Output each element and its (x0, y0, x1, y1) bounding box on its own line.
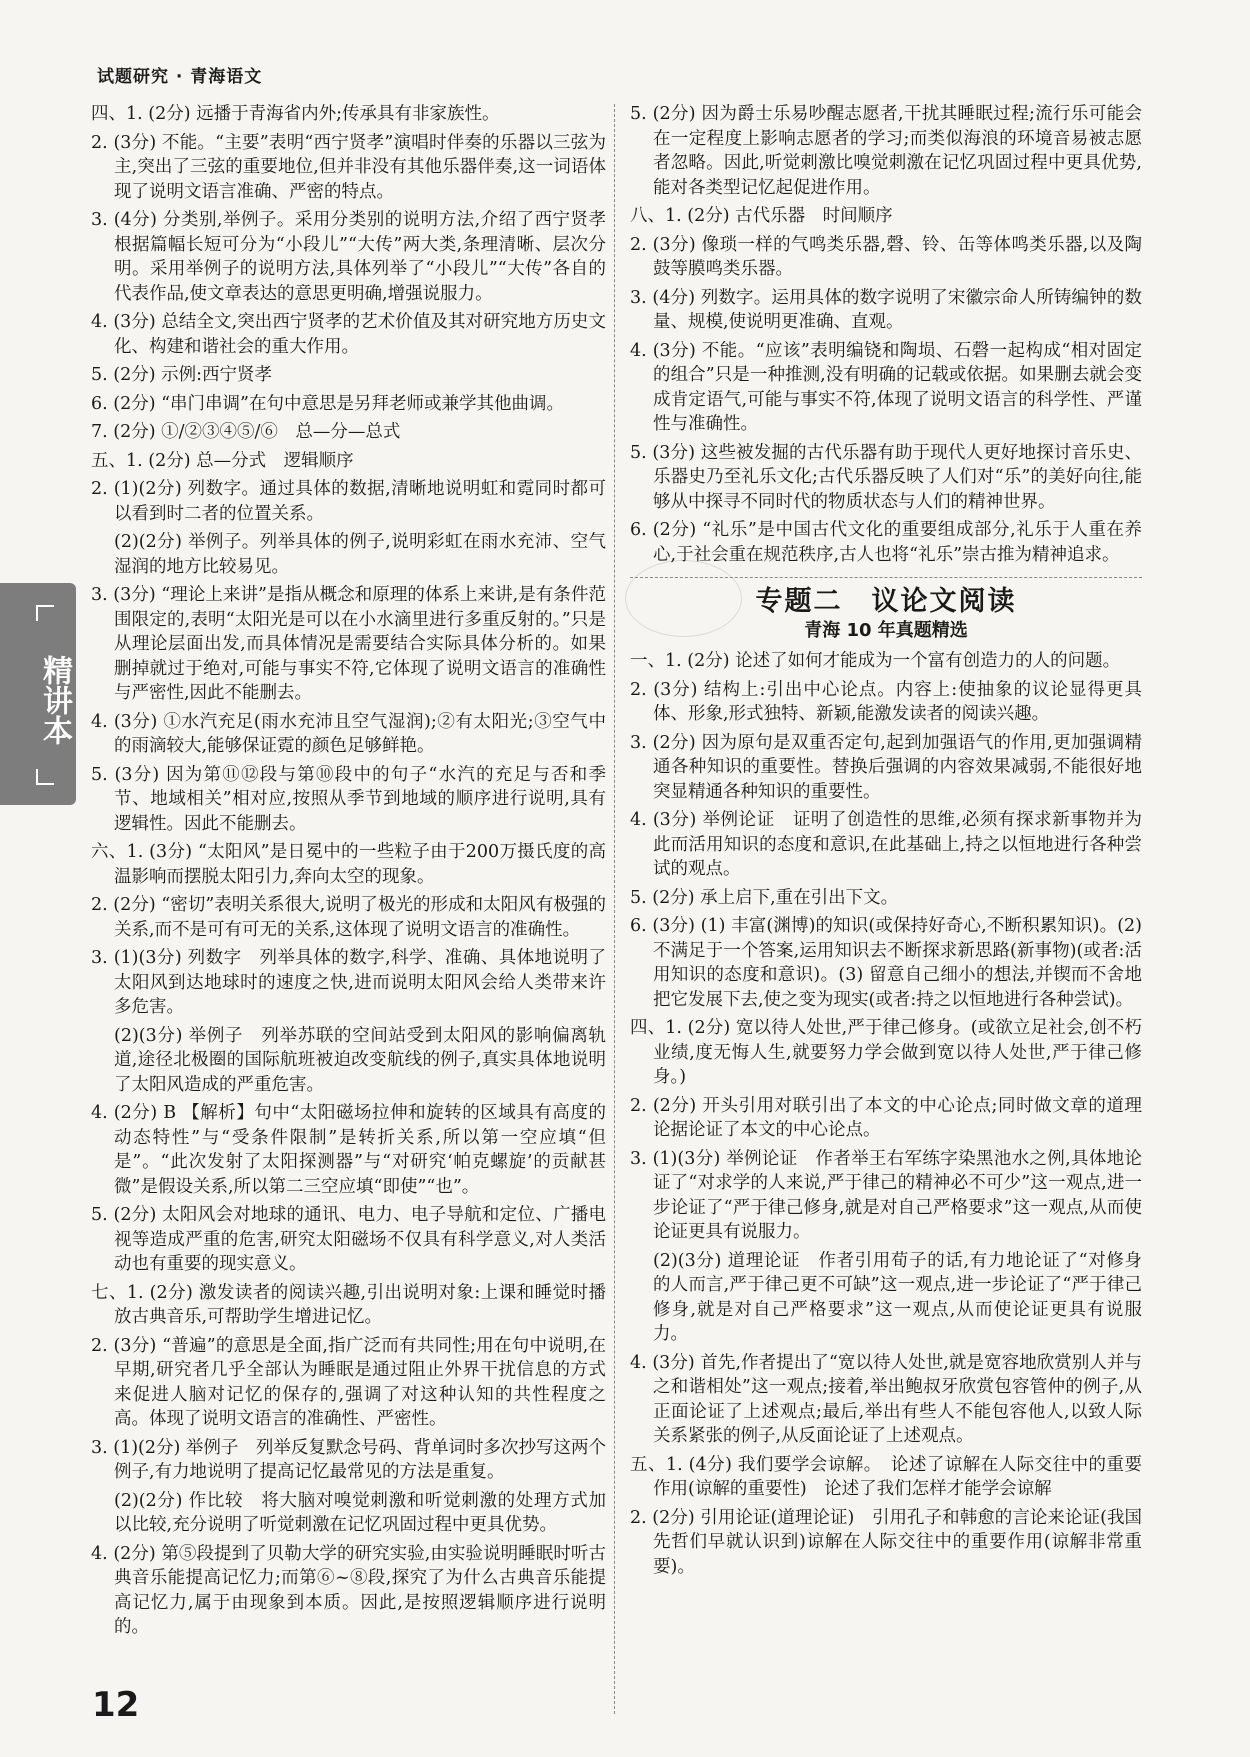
answer-item: 四、1. (2分) 宽以待人处世,严于律己修身。(或欲立足社会,创不朽业绩,度无悔人生,就要努力学会做到宽以待人处世,严于律己修身。) (630, 1018, 1142, 1087)
answer-item: 6. (2分) “礼乐”是中国古代文化的重要组成部分,礼乐于人重在养心,于社会重在规范秩序,古人也将“礼乐”崇古推为精神追求。 (630, 520, 1142, 565)
answer-item: 3. (2分) 因为原句是双重否定句,起到加强语气的作用,更加强调精通各种知识的重要性。替换后强调的内容效果减弱,不能很好地突显精通各种知识的重要性。 (630, 732, 1142, 802)
answer-item: 4. (3分) 首先,作者提出了“宽以待人处世,就是宽容地欣赏别人并与之和谐相处”这一观点;接着,举出鲍叔牙欣赏包容管仲的例子,从正面论证了上述观点;最后,举出有些人不能包容他人,以致人际关系紧张的例子,从反面论证了上述观点。 (630, 1352, 1142, 1446)
answer-item: 3. (1)(3分) 举例论证 作者举王右军练字染黑池水之例,具体地论证了“对求学的人来说,严于律己的精神必不可少”这一观点,进一步论证了“严于律己修身,就是对自己严格要求”这一观点,从而使论证更具有说服力。 (630, 1148, 1142, 1242)
section-divider (630, 577, 1142, 578)
answer-item: 2. (3分) 结构上:引出中心论点。内容上:使抽象的议论显得更具体、形象,形式独特、新颖,能激发读者的阅读兴趣。 (630, 679, 1142, 724)
section-subtitle: 青海 10 年真题精选 (804, 619, 968, 641)
answer-item: 2. (3分) “普遍”的意思是全面,指广泛而有共同性;用在句中说明,在早期,研究者几乎全部认为睡眠是通过阻止外界干扰信息的方式来促进人脑对记忆的保存的,强调了对这种认知的共性程度之高。体现了说明文语言的准确性、严密性。 (91, 1335, 606, 1429)
answer-item: 4. (3分) 总结全文,突出西宁贤孝的艺术价值及其对研究地方历史文化、构建和谐社会的重大作用。 (91, 312, 606, 357)
right-column (630, 102, 1142, 1583)
answer-item: 4. (2分) B 【解析】句中“太阳磁场拉伸和旋转的区域具有高度的动态特性”与“受条件限制”是转折关系,所以第一空应填“但是”。“此次发射了太阳探测器”与“对研究‘帕克螺旋’的贡献甚微”是假设关系,所以第二三空应填“即使”“也”。 (91, 1103, 606, 1197)
answer-item: 2. (3分) 不能。“主要”表明“西宁贤孝”演唱时伴奏的乐器以三弦为主,突出了三弦的重要地位,但并非没有其他乐器伴奏,这一词语体现了说明文语言准确、严密的特点。 (91, 132, 606, 202)
answer-item: 一、1. (2分) 论述了如何才能成为一个富有创造力的人的问题。 (630, 651, 1121, 671)
answer-item: 八、1. (2分) 古代乐器 时间顺序 (630, 206, 893, 226)
answer-item: 5. (3分) 这些被发掘的古代乐器有助于现代人更好地探讨音乐史、乐器史乃至礼乐文化;古代乐器反映了人们对“乐”的美好向往,能够从中探寻不同时代的物质状态与人们的精神世界。 (630, 442, 1142, 512)
section-title: 专题二 议论文阅读 (755, 586, 1017, 617)
answer-item: 3. (4分) 列数字。运用具体的数字说明了宋徽宗命人所铸编钟的数量、规模,使说明更准确、直观。 (630, 287, 1142, 332)
answer-item: 4. (2分) 第⑤段提到了贝勒大学的研究实验,由实验说明睡眠时听古典音乐能提高记忆力;而第⑥~⑧段,探究了为什么古典音乐能提高记忆力,属于由现象到本质。因此,是按照逻辑顺序进行说明的。 (91, 1543, 606, 1637)
answer-item: 六、1. (3分) “太阳风”是日冕中的一些粒子由于200万摄氏度的高温影响而摆脱太阳引力,奔向太空的现象。 (91, 842, 606, 887)
bracket-top (36, 605, 54, 621)
answer-item: 4. (3分) 不能。“应该”表明编铙和陶埙、石磬一起构成“相对固定的组合”只是一种推测,没有明确的记载或依据。如果删去就会变成肯定语气,可能与事实不符,体现了说明文语言的科学性、严谨性与准确性。 (630, 340, 1142, 434)
answer-subitem: (2)(2分) 作比较 将大脑对嗅觉刺激和听觉刺激的处理方式加以比较,充分说明了听觉刺激在记忆巩固过程中更具优势。 (114, 1490, 606, 1535)
answer-item: 4. (3分) 举例论证 证明了创造性的思维,必须有探求新事物并为此而活用知识的态度和意识,在此基础上,持之以恒地进行各种尝试的观点。 (630, 810, 1142, 879)
answer-subitem: (2)(3分) 举例子 列举苏联的空间站受到太阳风的影响偏离轨道,途径北极圈的国际航班被迫改变航线的例子,真实具体地说明了太阳风造成的严重危害。 (114, 1025, 606, 1095)
answer-item: 4. (3分) ①水汽充足(雨水充沛且空气湿润);②有太阳光;③空气中的雨滴较大,能够保证霓的颜色足够鲜艳。 (91, 711, 606, 756)
answer-subitem: (2)(2分) 举例子。列举具体的例子,说明彩虹在雨水充沛、空气湿润的地方比较易见。 (114, 532, 606, 577)
right-column-bottom (630, 649, 1142, 1579)
answer-item: 6. (3分) (1) 丰富(渊博)的知识(或保持好奇心,不断积累知识)。(2) 不满足于一个答案,运用知识去不断探求新思路(新事物)(或者:活用知识的态度和意识)。(3) 留意自己细小的想法,并锲而不舍地把它发展下去,使之变为现实(或者:持之以恒地进行各种尝试)。 (630, 916, 1142, 1010)
left-column (91, 102, 606, 1644)
answer-item: 5. (2分) 因为爵士乐易吵醒志愿者,干扰其睡眠过程;流行乐可能会在一定程度上影响志愿者的学习;而类似海浪的环境音易被志愿者忽略。因此,听觉刺激比嗅觉刺激在记忆巩固过程中更具优势,能对各类型记忆起促进作用。 (630, 104, 1142, 198)
answer-item: 6. (2分) “串门串调”在句中意思是另拜老师或兼学其他曲调。 (91, 393, 565, 414)
answer-subitem: (2)(3分) 道理论证 作者引用荀子的话,有力地论证了“对修身的人而言,严于律己更不可缺”这一观点,进一步论证了“严于律己修身,就是对自己严格要求”这一观点,从而使论证更具有说服力。 (653, 1250, 1142, 1344)
answer-item: 3. (4分) 分类别,举例子。采用分类别的说明方法,介绍了西宁贤孝根据篇幅长短可分为“小段儿”“大传”两大类,条理清晰、层次分明。采用举例子的说明方法,具体列举了“小段儿”“大传”各自的代表作品,使文章表达的意思更明确,增强说服力。 (91, 210, 606, 304)
answer-item: 四、1. (2分) 远播于青海省内外;传承具有非家族性。 (91, 104, 500, 124)
answer-item: 2. (2分) 引用论证(道理论证) 引用孔子和韩愈的言论来论证(我国先哲们早就认识到)谅解在人际交往中的重要作用(谅解非常重要)。 (630, 1507, 1142, 1577)
page-number: 12 (92, 1685, 140, 1725)
column-divider (614, 104, 615, 1714)
answer-item: 3. (1)(2分) 举例子 列举反复默念号码、背单词时多次抄写这两个例子,有力地说明了提高记忆最常见的方法是重复。 (91, 1437, 606, 1482)
answer-item: 七、1. (2分) 激发读者的阅读兴趣,引出说明对象:上课和睡觉时播放古典音乐,可帮助学生增进记忆。 (91, 1282, 606, 1327)
answer-item: 2. (3分) 像琐一样的气鸣类乐器,磬、铃、缶等体鸣类乐器,以及陶鼓等膜鸣类乐器。 (630, 234, 1142, 279)
right-column-top (630, 102, 1142, 567)
answer-item: 3. (3分) “理论上来讲”是指从概念和原理的体系上来讲,是有条件范围限定的,表明“太阳光是可以在小水滴里进行多重反射的。”只是从理论层面出发,而具体情况是需要结合实际具体分析的。如果删掉就过于绝对,可能与事实不符,它体现了说明文语言的准确性与严密性,因此不能删去。 (91, 585, 606, 703)
side-tab-label: 精讲本 (37, 655, 72, 745)
answer-item: 2. (2分) 开头引用对联引出了本文的中心论点;同时做文章的道理论据论证了本文的中心论点。 (630, 1095, 1142, 1140)
answer-item: 5. (2分) 承上启下,重在引出下文。 (630, 887, 899, 908)
answer-item: 5. (3分) 因为第⑪⑫段与第⑩段中的句子“水汽的充足与否和季节、地域相关”相对应,按照从季节到地域的顺序进行说明,具有逻辑性。因此不能删去。 (91, 764, 606, 834)
answer-item: 5. (2分) 太阳风会对地球的通讯、电力、电子导航和定位、广播电视等造成严重的危害,研究太阳磁场不仅具有科学意义,对人类活动也有重要的现实意义。 (91, 1205, 606, 1274)
answer-item: 5. (2分) 示例:西宁贤孝 (91, 365, 273, 385)
answer-item: 五、1. (4分) 我们要学会谅解。 论述了谅解在人际交往中的重要作用(谅解的重要性) 论述了我们怎样才能学会谅解 (630, 1454, 1142, 1499)
answer-item: 2. (2分) “密切”表明关系很大,说明了极光的形成和太阳风有极强的关系,而不是可有可无的关系,这体现了说明文语言的准确性。 (91, 895, 606, 940)
answer-item: 7. (2分) ①/②③④⑤/⑥ 总—分—总式 (91, 422, 401, 442)
answer-item: 五、1. (2分) 总—分式 逻辑顺序 (91, 450, 354, 471)
side-tab (0, 583, 76, 805)
answer-item: 3. (1)(3分) 列数字 列举具体的数字,科学、准确、具体地说明了太阳风到达地球时的速度之快,进而说明太阳风会给人类带来许多危害。 (91, 948, 606, 1017)
answer-item: 2. (1)(2分) 列数字。通过具体的数据,清晰地说明虹和霓同时都可以看到时二者的位置关系。 (91, 479, 606, 524)
page-header: 试题研究 · 青海语文 (97, 67, 263, 87)
bracket-bottom (36, 769, 54, 785)
